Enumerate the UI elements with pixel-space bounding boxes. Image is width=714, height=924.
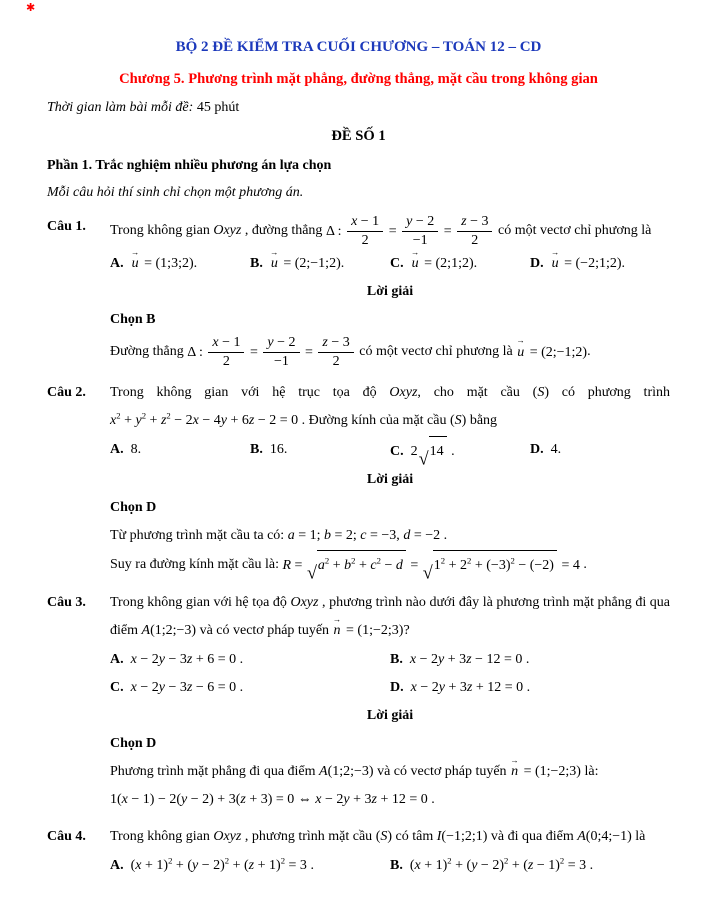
option-text: 8. xyxy=(130,442,142,458)
solution-line: Phương trình mặt phẳng đi qua điểm A(1;2;−3) và có vectơ pháp tuyến n → = (1;−2;3) là: xyxy=(110,758,670,786)
square-root: √ 14 xyxy=(419,436,447,466)
vector-symbol: u → xyxy=(552,250,559,278)
option-text: 16. xyxy=(269,442,288,458)
question-body xyxy=(110,823,670,880)
fraction: $\frac{z - 3}{2}$ xyxy=(318,334,353,370)
option-text: x − 2y + 3z − 12 = 0 . xyxy=(409,652,530,668)
solution-heading: Lời giải xyxy=(366,708,414,724)
answer-option xyxy=(530,250,670,278)
question-label: Câu 2. xyxy=(47,385,86,401)
solution-line: Suy ra đường kính mặt cầu là: R = √ $a^2 + b^2 + c^2 - d$ = √ $1^2 + 2^2 + (-3)^2 - (-2)$ = 4 . xyxy=(110,550,670,580)
exam-duration-label: Thời gian làm bài mỗi đề: xyxy=(47,100,194,116)
part-title: Phần 1. Trắc nghiệm nhiều phương án lựa chọn xyxy=(47,158,332,174)
vector-symbol: u → xyxy=(132,250,139,278)
option-text: u → = (1;3;2). xyxy=(131,256,198,271)
answer-option xyxy=(110,436,250,466)
answer-option xyxy=(250,250,390,278)
questions-container xyxy=(47,213,670,880)
answer-option xyxy=(110,852,390,880)
option-text: x − 2y − 3z + 6 = 0 . xyxy=(130,652,244,668)
option-label: D. xyxy=(530,442,544,458)
doc-title: BỘ 2 ĐỀ KIỂM TRA CUỐI CHƯƠNG – TOÁN 12 – CD xyxy=(175,39,542,55)
fraction: $\frac{z - 3}{2}$ xyxy=(457,213,492,249)
option-label: D. xyxy=(390,680,404,696)
question-block xyxy=(47,589,670,814)
square-root: √ $1^2 + 2^2 + (-3)^2 - (-2)$ xyxy=(423,550,557,580)
option-label: C. xyxy=(110,680,124,696)
exam-duration-value: 45 phút xyxy=(196,100,240,116)
answer-option xyxy=(390,674,670,702)
part-note: Mỗi câu hỏi thí sinh chỉ chọn một phương án. xyxy=(47,184,304,200)
vector-symbol: n → xyxy=(511,758,518,786)
document-header xyxy=(47,36,670,204)
option-text: u → = (−2;1;2). xyxy=(551,256,625,271)
option-label: C. xyxy=(390,443,404,459)
exam-number: ĐỀ SỐ 1 xyxy=(331,127,386,144)
question-body xyxy=(110,379,670,583)
page-corner-mark: ✱ xyxy=(26,2,36,14)
option-label: B. xyxy=(250,442,263,458)
question-label: Câu 4. xyxy=(47,829,86,845)
vector-symbol: u → xyxy=(271,250,278,278)
solution-line: 1(x − 1) − 2(y − 2) + 3(z + 3) = 0 ⇔ x − 2y + 3z + 12 = 0 . xyxy=(110,792,435,808)
solution-heading: Lời giải xyxy=(366,284,414,300)
answer-option xyxy=(390,646,670,674)
fraction: $\frac{y - 2}{-1}$ xyxy=(263,334,299,370)
option-text: 2 √ 14 . xyxy=(411,444,455,459)
option-label: B. xyxy=(250,256,263,272)
vector-symbol: u → xyxy=(517,339,524,367)
answer-option xyxy=(110,250,250,278)
solution-line: Từ phương trình mặt cầu ta có: a = 1; b = 2; c = −3, d = −2 . xyxy=(110,528,448,544)
solution-line: Đường thẳng Δ : $\frac{x - 1}{2}$ = $\frac{y - 2}{-1}$ = $\frac{z - 3}{2}$ có một vectơ chỉ phương là u → = (2;−1;2). xyxy=(110,334,670,370)
answer-choice: Chọn B xyxy=(110,312,156,328)
option-label: A. xyxy=(110,858,124,874)
option-label: C. xyxy=(390,256,404,272)
answer-option xyxy=(390,436,530,469)
question-body xyxy=(110,589,670,814)
option-label: A. xyxy=(110,652,124,668)
option-label: B. xyxy=(390,652,403,668)
fraction: $\frac{x - 1}{2}$ xyxy=(208,334,244,370)
option-text: $(x + 1)^2 + (y - 2)^2 + (z - 1)^2 = 3$ . xyxy=(409,855,594,874)
option-label: D. xyxy=(530,256,544,272)
fraction: $\frac{x - 1}{2}$ xyxy=(347,213,383,249)
answer-choice: Chọn D xyxy=(110,500,157,516)
option-text: u → = (2;−1;2). xyxy=(270,256,344,271)
option-text: x − 2y + 3z + 12 = 0 . xyxy=(410,680,531,696)
option-text: x − 2y − 3z − 6 = 0 . xyxy=(130,680,244,696)
question-label: Câu 3. xyxy=(47,595,86,611)
question-body xyxy=(110,213,670,370)
question-block xyxy=(47,379,670,583)
doc-subtitle: Chương 5. Phương trình mặt phẳng, đường thẳng, mặt cầu trong không gian xyxy=(119,70,598,87)
question-text: Trong không gian với hệ tọa độ Oxyz , phương trình nào dưới đây là phương trình mặt phẳng đi qua điểm A(1;2;−3) và có vectơ pháp tuyến n → = (1;−2;3)? xyxy=(110,589,670,645)
vector-symbol: n → xyxy=(334,617,341,645)
answer-option xyxy=(530,436,670,466)
option-label: B. xyxy=(390,858,403,874)
options-row xyxy=(110,646,670,702)
square-root: √ $a^2 + b^2 + c^2 - d$ xyxy=(307,550,406,580)
answer-option xyxy=(390,852,670,880)
answer-option xyxy=(110,674,390,702)
question-text: Trong không gian Oxyz , đường thẳng Δ : $\frac{x - 1}{2}$ = $\frac{y - 2}{-1}$ = $\frac{z - 3}{2}$ có một vectơ chỉ phương là xyxy=(110,214,652,248)
option-label: A. xyxy=(110,442,124,458)
question-block xyxy=(47,213,670,370)
options-row xyxy=(110,852,670,880)
option-text: u → = (2;1;2). xyxy=(411,256,478,271)
question-label: Câu 1. xyxy=(47,219,86,235)
answer-option xyxy=(390,250,530,278)
answer-option xyxy=(110,646,390,674)
question-text: Trong không gian với hệ trục tọa độ Oxyz, cho mặt cầu (S) có phương trình $x^2 + y^2 + z^2 - 2x - 4y + 6z - 2 = 0$ . Đường kính của mặt cầu (S) bằng xyxy=(110,385,670,429)
fraction: $\frac{y - 2}{-1}$ xyxy=(402,213,438,249)
answer-choice: Chọn D xyxy=(110,736,157,752)
option-label: A. xyxy=(110,256,124,272)
options-row xyxy=(110,250,670,278)
question-block xyxy=(47,823,670,880)
answer-option xyxy=(250,436,390,466)
question-text: Trong không gian Oxyz , phương trình mặt cầu (S) có tâm I(−1;2;1) và đi qua điểm A(0;4;−1) là xyxy=(110,829,646,845)
options-row xyxy=(110,436,670,469)
option-text: $(x + 1)^2 + (y - 2)^2 + (z + 1)^2 = 3$ . xyxy=(130,855,314,874)
solution-heading: Lời giải xyxy=(366,472,414,488)
option-text: 4. xyxy=(550,442,562,458)
exam-duration xyxy=(47,97,670,119)
vector-symbol: u → xyxy=(412,250,419,278)
